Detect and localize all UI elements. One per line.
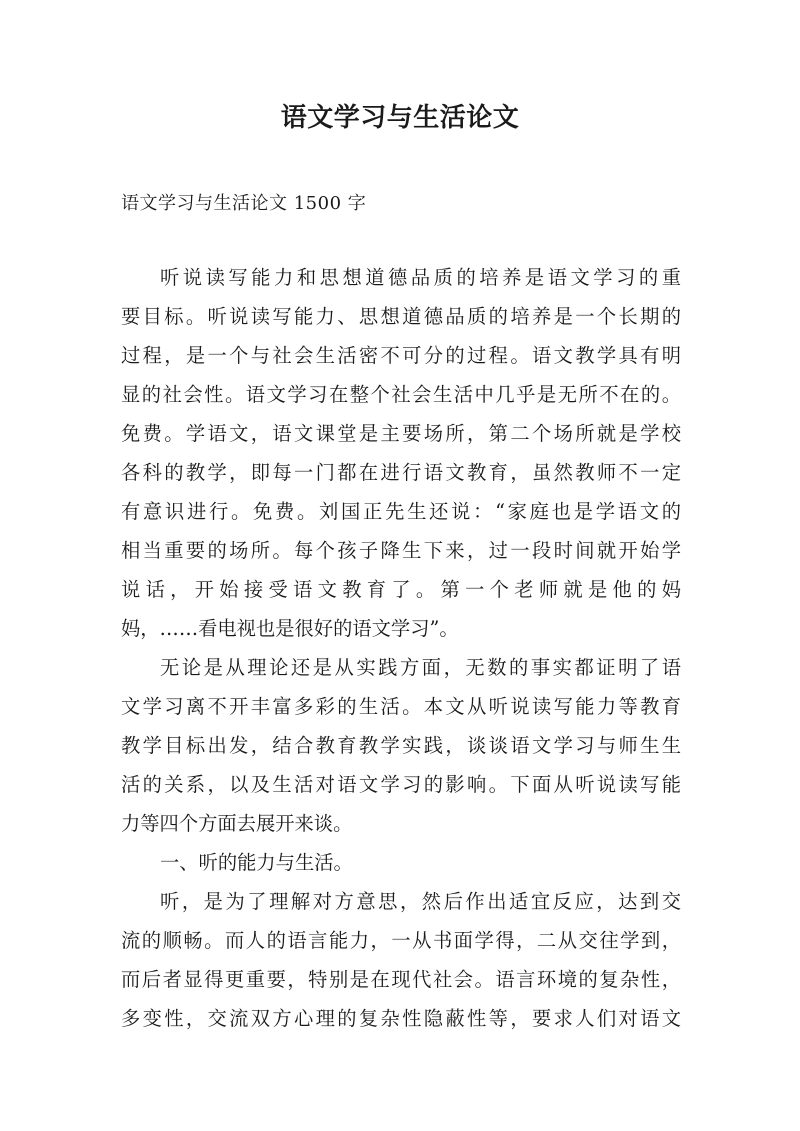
section-heading-listening: 一、听的能力与生活。	[160, 851, 353, 874]
paragraph-1-line-1: 听说读写能力和思想道德品质的培养是语文学习的重	[160, 266, 681, 289]
paragraph-3-line-1: 听，是为了理解对方意思，然后作出适宜反应，达到交	[160, 890, 681, 913]
paragraph-2-line-5: 力等四个方面去展开来谈。	[121, 812, 353, 835]
paragraph-2-line-1: 无论是从理论还是从实践方面，无数的事实都证明了语	[160, 656, 681, 679]
document-body	[121, 258, 681, 1038]
paragraph-1-line-6: 各科的教学，即每一门都在进行语文教育，虽然教师不一定	[121, 461, 681, 484]
paragraph-1-line-5: 免费。学语文，语文课堂是主要场所，第二个场所就是学校	[121, 422, 681, 445]
paragraph-1-line-4: 显的社会性。语文学习在整个社会生活中几乎是无所不在的。	[121, 383, 681, 406]
paragraph-2-line-3: 教学目标出发，结合教育教学实践，谈谈语文学习与师生生	[121, 734, 681, 757]
paragraph-1-line-3: 过程，是一个与社会生活密不可分的过程。语文教学具有明	[121, 344, 681, 367]
paragraph-1-line-10: 妈，……看电视也是很好的语文学习”。	[121, 617, 459, 640]
paragraph-1-line-7: 有意识进行。免费。刘国正先生还说：“家庭也是学语文的	[121, 500, 681, 523]
document-subtitle: 语文学习与生活论文 1500 字	[121, 193, 367, 214]
paragraph-2-line-2: 文学习离不开丰富多彩的生活。本文从听说读写能力等教育	[121, 695, 681, 718]
paragraph-1-line-9: 说话，开始接受语文教育了。第一个老师就是他的妈	[121, 578, 681, 601]
paragraph-3-line-3: 而后者显得更重要，特别是在现代社会。语言环境的复杂性，	[121, 968, 681, 991]
paragraph-3-line-2: 流的顺畅。而人的语言能力，一从书面学得，二从交往学到，	[121, 929, 681, 952]
paragraph-3-line-4: 多变性，交流双方心理的复杂性隐蔽性等，要求人们对语文	[121, 1007, 681, 1030]
paragraph-1-line-2: 要目标。听说读写能力、思想道德品质的培养是一个长期的	[121, 305, 681, 328]
document-title: 语文学习与生活论文	[280, 103, 520, 133]
paragraph-1-line-8: 相当重要的场所。每个孩子降生下来，过一段时间就开始学	[121, 539, 681, 562]
paragraph-2-line-4: 活的关系，以及生活对语文学习的影响。下面从听说读写能	[121, 773, 681, 796]
